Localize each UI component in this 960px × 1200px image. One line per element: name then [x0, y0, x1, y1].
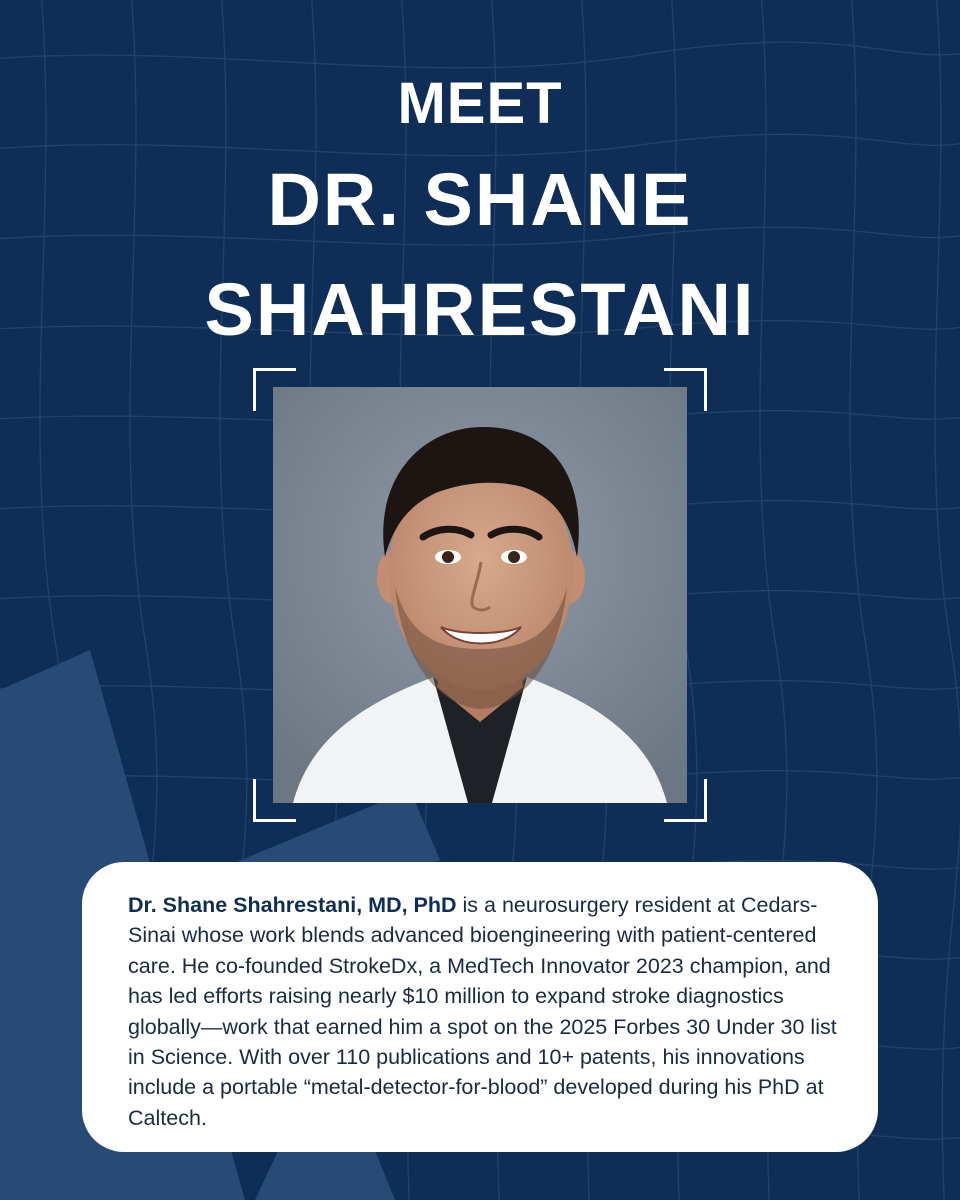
bio-name: Dr. Shane Shahrestani, MD, PhD — [128, 893, 457, 917]
name-line-1: DR. SHANE — [267, 158, 693, 241]
bio-paragraph — [128, 890, 838, 1133]
person-name-heading — [0, 145, 960, 365]
bio-card — [82, 862, 878, 1152]
portrait-photo — [273, 387, 687, 803]
bio-body: is a neurosurgery resident at Cedars-Sinai whose work blends advanced bioengineering with patient-centered care. He co-founded StrokeDx, a MedTech Innovator 2023 champion, and has led efforts raising nearly $10 million to expand stroke diagnostics globally—work that earned him a spot on the 2025 Forbes 30 Under 30 list in Science. With over 110 publications and 10+ patents, his innovations include a portable “metal-detector-for-blood” developed during his PhD at Caltech. — [128, 893, 837, 1130]
name-line-2: SHAHRESTANI — [204, 268, 756, 351]
intro-heading: MEET — [397, 71, 563, 136]
portrait-frame — [250, 365, 710, 825]
